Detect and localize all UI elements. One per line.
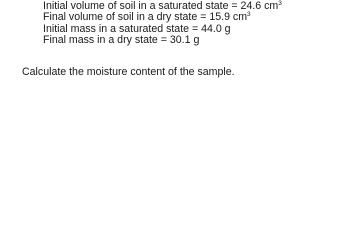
question-text: Calculate the moisture content of the sample. bbox=[22, 66, 235, 78]
unit-exponent: 3 bbox=[278, 0, 282, 7]
given-final-mass bbox=[43, 35, 282, 46]
given-initial-volume-text: Initial volume of soil in a saturated state = 24.6 cm bbox=[43, 0, 279, 12]
given-data-list bbox=[43, 1, 282, 47]
unit-exponent: 3 bbox=[247, 11, 251, 19]
given-final-mass-text: Final mass in a dry state = 30.1 g bbox=[43, 34, 200, 47]
given-initial-mass-text: Initial mass in a saturated state = 44.0 g bbox=[43, 22, 231, 35]
given-final-volume-text: Final volume of soil in a dry state = 15.9 cm bbox=[43, 11, 248, 24]
